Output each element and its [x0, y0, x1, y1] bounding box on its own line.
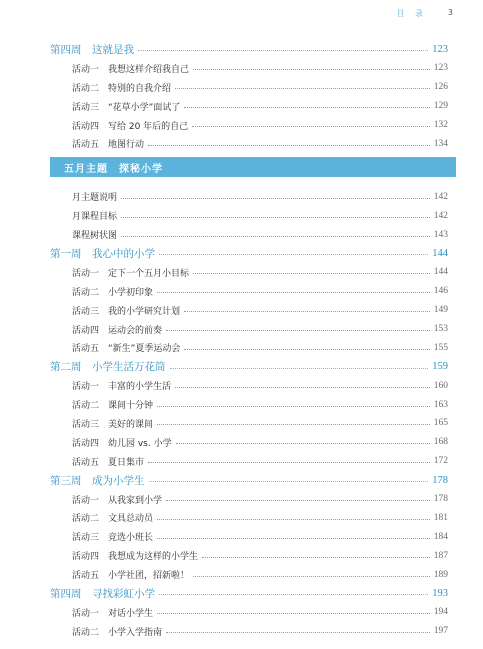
entry-page-number: 144 — [433, 267, 448, 278]
dot-leader — [121, 231, 430, 237]
theme-banner — [50, 157, 456, 177]
entry-label: 第二周 小学生活万花筒 — [50, 361, 166, 374]
dot-leader — [166, 495, 430, 501]
entry-label: 第一周 我心中的小学 — [50, 247, 155, 260]
dot-leader — [121, 193, 430, 199]
toc-entry[interactable] — [0, 206, 483, 225]
entry-line — [72, 565, 448, 584]
entry-page-number: 178 — [433, 494, 448, 505]
entry-page-number: 143 — [433, 229, 448, 240]
toc-entry[interactable] — [0, 301, 483, 320]
entry-line — [72, 97, 448, 116]
toc-entry[interactable] — [0, 59, 483, 78]
entry-page-number: 165 — [433, 418, 448, 429]
dot-leader — [170, 363, 429, 369]
entry-label: 活动四 幼儿园 vs. 小学 — [72, 438, 172, 449]
entry-label: 活动五 地图行动 — [72, 140, 145, 151]
dot-leader — [148, 457, 430, 463]
toc-entry[interactable] — [0, 78, 483, 97]
toc-entry[interactable] — [0, 338, 483, 357]
dot-leader — [157, 608, 430, 614]
entry-page-number: 146 — [433, 286, 448, 297]
dot-leader — [166, 325, 430, 331]
page-header — [0, 0, 483, 26]
entry-line — [72, 225, 448, 244]
entry-page-number: 194 — [433, 607, 448, 618]
entry-page-number: 144 — [432, 247, 448, 259]
entry-label: 活动一 从我家到小学 — [72, 495, 163, 506]
entry-label: 活动五 “新生”夏季运动会 — [72, 344, 181, 355]
dot-leader — [184, 102, 429, 108]
entry-label: 活动二 小学初印象 — [72, 287, 154, 298]
entry-line — [72, 206, 448, 225]
entry-page-number: 123 — [432, 43, 448, 55]
entry-line — [72, 508, 448, 527]
entry-line — [50, 40, 448, 59]
entry-label: 月课程目标 — [72, 212, 118, 223]
toc-entry[interactable] — [0, 433, 483, 452]
page-number: 3 — [447, 8, 453, 17]
dot-leader — [138, 45, 428, 51]
toc-entry[interactable] — [0, 320, 483, 339]
entry-page-number: 132 — [433, 120, 448, 130]
entry-page-number: 160 — [433, 380, 448, 391]
entry-page-number: 184 — [433, 531, 448, 542]
entry-page-number: 178 — [432, 474, 448, 486]
entry-line — [72, 414, 448, 433]
toc-entry[interactable] — [0, 565, 483, 584]
entry-label: 活动一 丰富的小学生活 — [72, 382, 172, 393]
toc-entry[interactable] — [0, 622, 483, 641]
entry-line — [72, 301, 448, 320]
entry-label: 活动二 文具总动员 — [72, 514, 154, 525]
entry-line — [72, 282, 448, 301]
dot-leader — [157, 514, 430, 520]
dot-leader — [184, 344, 429, 350]
toc-entry[interactable] — [0, 263, 483, 282]
entry-page-number: 149 — [433, 305, 448, 316]
entry-label: 活动一 我想这样介绍我自己 — [72, 64, 190, 75]
entry-page-number: 155 — [433, 342, 448, 353]
entry-line — [72, 490, 448, 509]
entry-line — [50, 471, 448, 490]
dot-leader — [176, 438, 430, 444]
entry-page-number: 189 — [433, 569, 448, 580]
theme-row — [0, 153, 483, 181]
entry-label: 活动二 特别的自我介绍 — [72, 83, 172, 94]
entry-page-number: 197 — [433, 626, 448, 637]
entry-line — [72, 395, 448, 414]
entry-line — [50, 357, 448, 376]
entry-label: 第四周 寻找彩虹小学 — [50, 587, 155, 600]
entry-page-number: 172 — [433, 456, 448, 467]
entry-label: 活动三 我的小学研究计划 — [72, 306, 181, 317]
entry-line — [72, 527, 448, 546]
entry-line — [72, 603, 448, 622]
toc-entry[interactable] — [0, 116, 483, 135]
dot-leader — [193, 268, 430, 274]
toc-entry[interactable] — [0, 282, 483, 301]
entry-label: 活动三 竞选小班长 — [72, 533, 154, 544]
entry-line — [72, 338, 448, 357]
dot-leader — [175, 382, 430, 388]
toc-entry[interactable] — [0, 603, 483, 622]
toc-entry[interactable] — [0, 97, 483, 116]
entry-line — [72, 433, 448, 452]
entry-label: 月主题说明 — [72, 193, 118, 204]
entry-label: 活动三 “花草小学”面试了 — [72, 102, 181, 113]
toc-entry[interactable] — [0, 225, 483, 244]
entry-line — [72, 622, 448, 641]
entry-page-number: 193 — [432, 587, 448, 599]
dot-leader — [157, 287, 430, 293]
entry-label: 活动四 写给 20 年后的自己 — [72, 121, 189, 132]
entry-line — [72, 59, 448, 78]
entry-line — [72, 376, 448, 395]
dot-leader — [121, 212, 430, 218]
entry-line — [50, 584, 448, 603]
dot-leader — [166, 627, 430, 633]
week-heading-entry[interactable] — [0, 357, 483, 376]
entry-label: 活动二 小学入学指南 — [72, 627, 163, 638]
dot-leader — [157, 419, 430, 425]
entry-label: 活动一 定下一个五月小目标 — [72, 268, 190, 279]
dot-leader — [157, 533, 430, 539]
dot-leader — [157, 401, 430, 407]
week-heading-entry[interactable] — [0, 40, 483, 59]
entry-label: 活动二 课间十分钟 — [72, 401, 154, 412]
toc-entry[interactable] — [0, 414, 483, 433]
dot-leader — [159, 249, 428, 255]
entry-line — [72, 187, 448, 206]
entry-page-number: 142 — [433, 210, 448, 221]
entry-page-number: 181 — [433, 512, 448, 523]
toc-entry[interactable] — [0, 376, 483, 395]
entry-line — [72, 320, 448, 339]
dot-leader — [192, 121, 430, 127]
dot-leader — [193, 64, 430, 70]
entry-line — [72, 452, 448, 471]
toc-entry[interactable] — [0, 546, 483, 565]
theme-title: 五月主题 探秘小学 — [64, 163, 163, 175]
entry-label: 课程树状图 — [72, 231, 118, 242]
entry-page-number: 123 — [433, 63, 448, 74]
entry-line — [50, 244, 448, 263]
entry-label: 活动五 夏日集市 — [72, 457, 145, 468]
entry-page-number: 163 — [433, 399, 448, 410]
dot-leader — [148, 140, 430, 146]
toc-entry[interactable] — [0, 395, 483, 414]
entry-page-number: 129 — [433, 101, 448, 112]
week-heading-entry[interactable] — [0, 244, 483, 263]
dot-leader — [159, 589, 428, 595]
entry-label: 活动五 小学社团，招新啦！ — [72, 571, 190, 582]
entry-line — [72, 78, 448, 97]
toc-entry[interactable] — [0, 508, 483, 527]
entry-label: 活动一 对话小学生 — [72, 608, 154, 619]
entry-page-number: 187 — [433, 550, 448, 561]
table-of-contents — [0, 40, 483, 641]
entry-label: 活动三 美好的课间 — [72, 419, 154, 430]
entry-label: 活动四 运动会的前奏 — [72, 325, 163, 336]
dot-leader — [175, 83, 430, 89]
entry-line — [72, 263, 448, 282]
week-heading-entry[interactable] — [0, 471, 483, 490]
entry-page-number: 142 — [433, 191, 448, 202]
toc-entry[interactable] — [0, 134, 483, 153]
entry-label: 活动四 我想成为这样的小学生 — [72, 552, 199, 563]
toc-entry[interactable] — [0, 490, 483, 509]
entry-page-number: 159 — [432, 361, 448, 373]
running-header-title: 目 录 — [396, 9, 427, 18]
dot-leader — [184, 306, 430, 312]
entry-line — [72, 546, 448, 565]
entry-line — [72, 134, 448, 153]
toc-entry[interactable] — [0, 527, 483, 546]
entry-line — [72, 116, 448, 135]
entry-page-number: 168 — [433, 437, 448, 448]
week-heading-entry[interactable] — [0, 584, 483, 603]
dot-leader — [193, 571, 430, 577]
toc-entry[interactable] — [0, 187, 483, 206]
entry-label: 第三周 成为小学生 — [50, 474, 145, 487]
entry-page-number: 153 — [433, 324, 448, 335]
dot-leader — [149, 476, 429, 482]
toc-entry[interactable] — [0, 452, 483, 471]
entry-label: 第四周 这就是我 — [50, 43, 134, 56]
entry-page-number: 126 — [433, 82, 448, 93]
dot-leader — [202, 552, 430, 558]
entry-page-number: 134 — [433, 138, 448, 149]
